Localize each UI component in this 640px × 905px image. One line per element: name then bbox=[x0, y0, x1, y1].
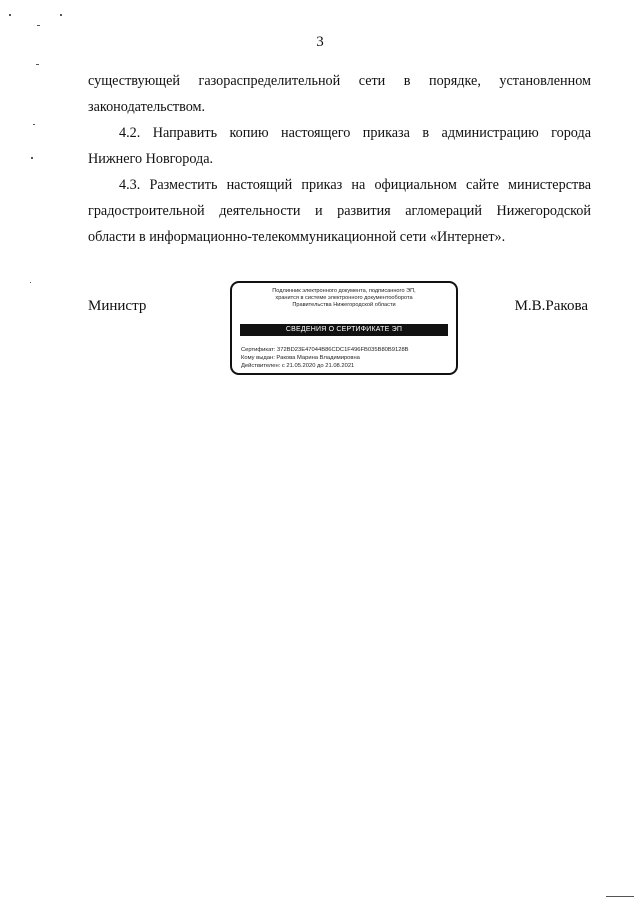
stamp-header-line: Подлинник электронного документа, подписанного ЭП, bbox=[272, 288, 416, 294]
paragraph-line: области в информационно-телекоммуникационной сети «Интернет». bbox=[88, 229, 506, 245]
signer-title: Министр bbox=[88, 298, 147, 314]
paragraph-line: градостроительной деятельности и развития агломераций Нижегородской bbox=[88, 203, 591, 219]
stamp-issued-to: Кому выдан: Ракова Марина Владимировна bbox=[241, 355, 360, 361]
scan-speck bbox=[60, 14, 62, 16]
paragraph-gas-network bbox=[88, 68, 591, 120]
paragraph-item-4-3 bbox=[88, 172, 591, 250]
stamp-certificate-bar: СВЕДЕНИЯ О СЕРТИФИКАТЕ ЭП bbox=[240, 324, 448, 336]
stamp-header-line: хранится в системе электронного документооборота bbox=[275, 295, 413, 301]
scan-speck bbox=[36, 64, 39, 65]
stamp-header-line: Правительства Нижегородской области bbox=[292, 302, 396, 308]
scan-speck bbox=[37, 25, 40, 26]
electronic-signature-stamp bbox=[230, 281, 458, 375]
scan-speck bbox=[30, 282, 31, 283]
stamp-header bbox=[232, 288, 456, 309]
paragraph-line: Нижнего Новгорода. bbox=[88, 151, 214, 167]
page-number: 3 bbox=[316, 34, 324, 50]
stamp-validity: Действителен: с 21.05.2020 до 21.08.2021 bbox=[241, 363, 355, 369]
scan-speck bbox=[31, 157, 33, 159]
signer-name: М.В.Ракова bbox=[514, 298, 588, 314]
paragraph-line: 4.3. Разместить настоящий приказ на официальном сайте министерства bbox=[119, 177, 591, 193]
paragraph-item-4-2 bbox=[88, 120, 591, 172]
paragraph-line: 4.2. Направить копию настоящего приказа в администрацию города bbox=[119, 125, 591, 141]
scan-speck bbox=[33, 124, 35, 125]
stamp-certificate-id: Сертификат: 372BD23E47044B86CDC1F496FB035B80B9128B bbox=[241, 347, 409, 353]
scan-speck bbox=[606, 896, 634, 897]
paragraph-line: существующей газораспределительной сети в порядке, установленном bbox=[88, 73, 591, 89]
stamp-certificate-info bbox=[241, 346, 409, 370]
paragraph-line: законодательством. bbox=[88, 99, 206, 115]
scan-speck bbox=[9, 14, 11, 16]
